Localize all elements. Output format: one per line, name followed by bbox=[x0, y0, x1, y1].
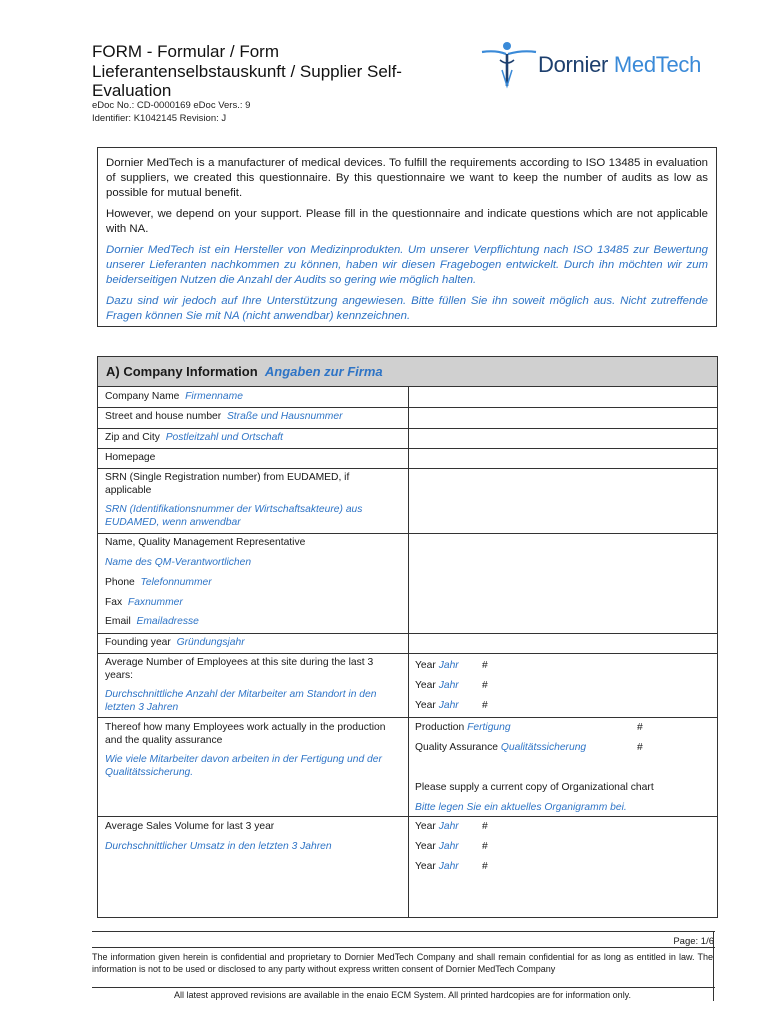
label-de: Name des QM-Verantwortlichen bbox=[105, 557, 252, 568]
fax-label bbox=[105, 596, 400, 609]
row-divider bbox=[98, 717, 717, 718]
footer-divider bbox=[92, 947, 715, 948]
intro-box bbox=[97, 147, 717, 327]
qm-contact-field[interactable] bbox=[415, 536, 705, 631]
founding-year-field[interactable] bbox=[415, 636, 705, 652]
label-de: Durchschnittlicher Umsatz in den letzten 3 Jahren bbox=[105, 841, 332, 852]
label-en: Street and house number bbox=[105, 411, 222, 422]
email-label bbox=[105, 615, 400, 628]
intro-paragraph-2: However, we depend on your support. Please fill in the questionnaire and indicate questions which are not applicable with NA. bbox=[106, 208, 708, 235]
production-count[interactable]: # bbox=[637, 722, 643, 733]
qa-count[interactable]: # bbox=[637, 742, 643, 753]
company-information-table bbox=[97, 356, 718, 918]
brand-word-medtech: MedTech bbox=[613, 52, 702, 77]
intro-paragraph-1: Dornier MedTech is a manufacturer of medical devices. To fulfill the requirements according to ISO 13485 in evaluation of suppliers, we created this questionnaire. By this questionnaire we want to keep the number of audits as low as possible for mutual benefit. bbox=[106, 157, 708, 199]
section-title: A) Company Information bbox=[106, 364, 258, 379]
edoc-number: eDoc No.: CD-0000169 eDoc Vers.: 9 bbox=[92, 100, 251, 111]
qa-label-de: Qualitätssicherung bbox=[500, 742, 587, 753]
street-field[interactable] bbox=[415, 410, 705, 426]
sales-year-1[interactable] bbox=[415, 820, 459, 833]
year-label-de: Jahr bbox=[438, 861, 459, 872]
sales-amount-1[interactable]: # bbox=[482, 821, 488, 832]
zip-city-label bbox=[105, 431, 283, 444]
intro-paragraph-4-de: Dazu sind wir jedoch auf Ihre Unterstützung angewiesen. Bitte füllen Sie ihn soweit möglich aus. Nicht zutreffende Fragen können Sie mit NA (nicht anwendbar) kennzeichnen. bbox=[106, 295, 708, 322]
section-header bbox=[98, 357, 717, 387]
street-label bbox=[105, 410, 343, 423]
employees-year-2[interactable] bbox=[415, 679, 459, 692]
label-de: Gründungsjahr bbox=[176, 637, 245, 648]
production-count-label bbox=[415, 721, 511, 734]
company-name-label bbox=[105, 390, 243, 403]
section-title-de: Angaben zur Firma bbox=[264, 364, 383, 379]
org-chart-note: Please supply a current copy of Organizational chart bbox=[415, 782, 654, 793]
employees-year-3[interactable] bbox=[415, 699, 459, 712]
year-label-de: Jahr bbox=[438, 680, 459, 691]
row-divider bbox=[98, 533, 717, 534]
label-en: SRN (Single Registration number) from EUDAMED, if applicable bbox=[105, 472, 350, 496]
label-de: Postleitzahl und Ortschaft bbox=[165, 432, 284, 443]
employees-count-2[interactable]: # bbox=[482, 680, 488, 691]
label-en: Zip and City bbox=[105, 432, 160, 443]
label-en: Average Number of Employees at this site during the last 3 years: bbox=[105, 657, 374, 681]
label-de: SRN (Identifikationsnummer der Wirtschaftsakteure) aus EUDAMED, wenn anwendbar bbox=[105, 504, 363, 528]
row-divider bbox=[98, 816, 717, 817]
qm-representative-label bbox=[105, 536, 400, 628]
org-chart-note-de: Bitte legen Sie ein aktuelles Organigramm bei. bbox=[415, 802, 627, 813]
year-label: Year bbox=[415, 700, 436, 711]
footer-divider bbox=[92, 987, 715, 988]
production-staff-label bbox=[105, 721, 403, 779]
row-divider bbox=[98, 428, 717, 429]
label-en: Founding year bbox=[105, 637, 171, 648]
footer-divider bbox=[92, 931, 715, 932]
label-en: Company Name bbox=[105, 391, 180, 402]
row-divider bbox=[98, 407, 717, 408]
label-en: Phone bbox=[105, 577, 135, 588]
homepage-field[interactable] bbox=[415, 451, 705, 467]
label-de: Emailadresse bbox=[136, 616, 199, 627]
sales-year-2[interactable] bbox=[415, 840, 459, 853]
label-de: Durchschnittliche Anzahl der Mitarbeiter am Standort in den letzten 3 Jahren bbox=[105, 689, 377, 713]
label-en: Homepage bbox=[105, 452, 156, 463]
sales-amount-2[interactable]: # bbox=[482, 841, 488, 852]
homepage-label bbox=[105, 451, 155, 464]
brand-wordmark bbox=[538, 52, 701, 78]
phone-label bbox=[105, 576, 400, 589]
year-label: Year bbox=[415, 821, 436, 832]
zip-city-field[interactable] bbox=[415, 431, 705, 447]
label-de: Telefonnummer bbox=[140, 577, 212, 588]
column-divider bbox=[408, 387, 409, 917]
year-label-de: Jahr bbox=[438, 841, 459, 852]
label-en: Thereof how many Employees work actually in the production and the quality assurance bbox=[105, 722, 386, 746]
label-en: Name, Quality Management Representative bbox=[105, 537, 306, 548]
revision-notice: All latest approved revisions are available in the enaio ECM System. All printed hardcopies are for information only. bbox=[173, 990, 632, 1000]
employees-year-1[interactable] bbox=[415, 659, 459, 672]
employees-label bbox=[105, 656, 403, 714]
year-label: Year bbox=[415, 660, 436, 671]
label-de: Straße und Hausnummer bbox=[226, 411, 343, 422]
year-label-de: Jahr bbox=[438, 660, 459, 671]
production-label-de: Fertigung bbox=[467, 722, 511, 733]
row-divider bbox=[98, 653, 717, 654]
srn-field[interactable] bbox=[415, 471, 705, 531]
form-title: FORM - Formular / Form Lieferantenselbstauskunft / Supplier Self-Evaluation bbox=[92, 42, 402, 100]
label-de: Faxnummer bbox=[127, 597, 183, 608]
year-label-de: Jahr bbox=[438, 821, 459, 832]
label-en: Average Sales Volume for last 3 year bbox=[105, 821, 275, 832]
qa-count-label bbox=[415, 741, 586, 754]
sales-volume-label bbox=[105, 820, 403, 853]
row-divider bbox=[98, 633, 717, 634]
row-divider bbox=[98, 448, 717, 449]
srn-label bbox=[105, 471, 395, 529]
sales-amount-3[interactable]: # bbox=[482, 861, 488, 872]
label-de: Firmenname bbox=[185, 391, 243, 402]
year-label: Year bbox=[415, 680, 436, 691]
production-label: Production bbox=[415, 722, 465, 733]
label-en: Fax bbox=[105, 597, 123, 608]
identifier: Identifier: K1042145 Revision: J bbox=[92, 112, 227, 124]
year-label-de: Jahr bbox=[438, 700, 459, 711]
intro-paragraph-3-de: Dornier MedTech ist ein Hersteller von Medizinprodukten. Um unserer Verpflichtung nach ISO 13485 zur Bewertung unserer Lieferanten nachkommen zu können, haben wir diesen Fragebogen entwickelt. Durch ihn möchten wir zum beiderseitigen Nutzen die Anzahl der Audits so gering wie möglich halten. bbox=[106, 244, 708, 286]
employees-count-1[interactable]: # bbox=[482, 660, 488, 671]
brand-word-dornier: Dornier bbox=[538, 52, 609, 77]
year-label: Year bbox=[415, 861, 436, 872]
sales-year-3[interactable] bbox=[415, 860, 459, 873]
founding-year-label bbox=[105, 636, 245, 649]
page-number: Page: 1/6 bbox=[673, 936, 714, 947]
year-label: Year bbox=[415, 841, 436, 852]
label-en: Email bbox=[105, 616, 131, 627]
confidentiality-notice: The information given herein is confidential and proprietary to Dornier MedTech Company and shall remain confidential for as long as entitled in law. The information is not to be used or disclosed to any party without express written consent of Dornier MedTech Company bbox=[92, 952, 713, 974]
label-de: Wie viele Mitarbeiter davon arbeiten in der Fertigung und der Qualitätssicherung. bbox=[105, 754, 382, 778]
document-meta bbox=[92, 100, 250, 125]
qa-label: Quality Assurance bbox=[415, 742, 498, 753]
employees-count-3[interactable]: # bbox=[482, 700, 488, 711]
row-divider bbox=[98, 468, 717, 469]
company-name-field[interactable] bbox=[415, 390, 705, 406]
